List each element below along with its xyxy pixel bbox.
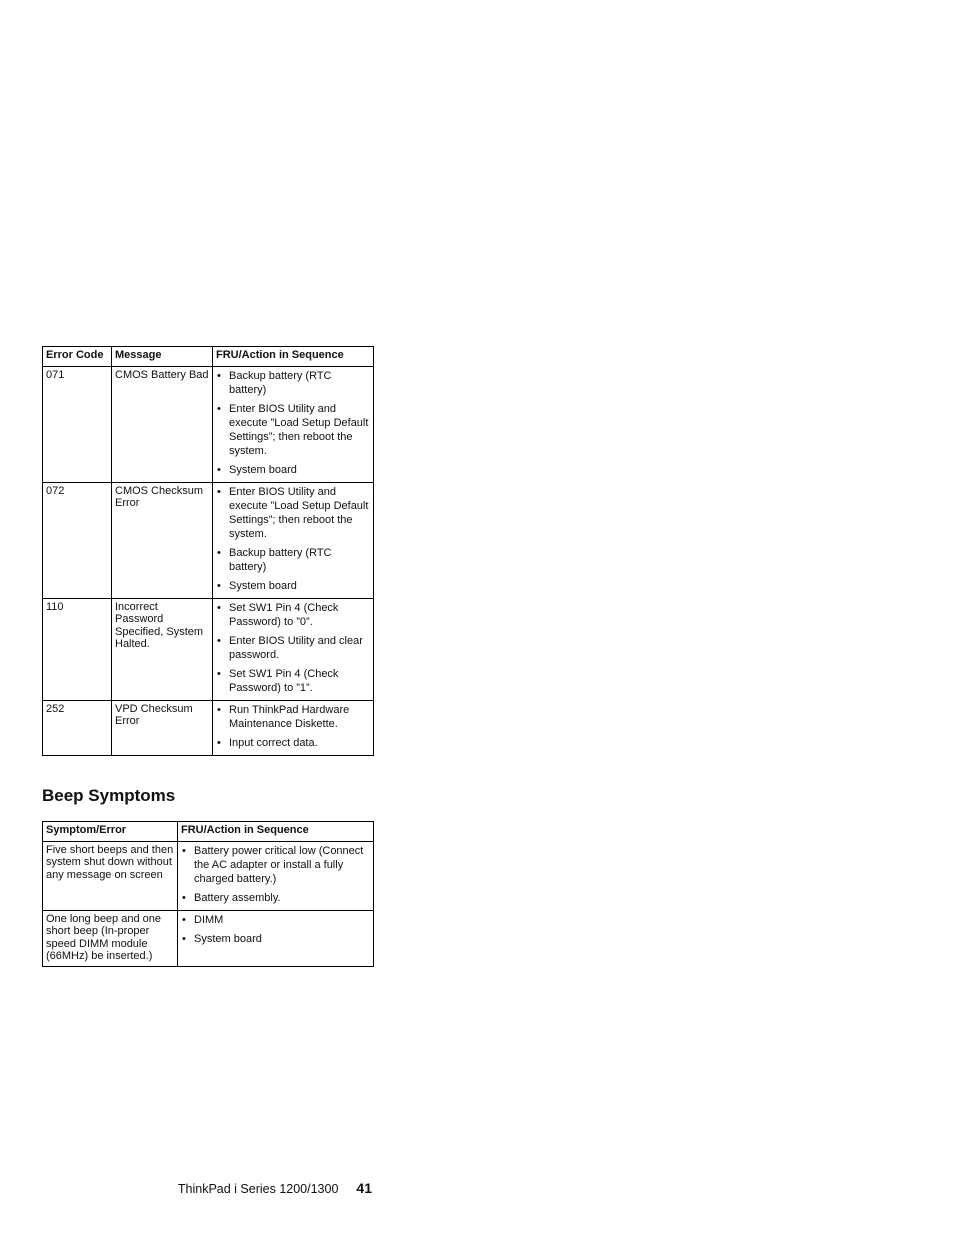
- bullet-icon: •: [217, 579, 221, 592]
- table-row: [43, 700, 374, 755]
- fru-action-cell: [213, 482, 374, 598]
- symptom-cell: Five short beeps and then system shut down without any message on screen: [43, 841, 178, 910]
- action-list: [216, 601, 370, 695]
- bullet-icon: •: [217, 546, 221, 559]
- error-code-cell: 071: [43, 366, 112, 482]
- action-item: [181, 913, 370, 927]
- action-text: Battery power critical low (Connect the AC adapter or install a fully charged battery.): [194, 844, 364, 885]
- action-text: Set SW1 Pin 4 (Check Password) to ”0”.: [229, 601, 339, 628]
- action-item: [216, 579, 370, 593]
- action-list: [181, 844, 370, 905]
- action-item: [216, 485, 370, 541]
- table-row: [43, 482, 374, 598]
- action-list: [181, 913, 370, 946]
- action-item: [216, 369, 370, 397]
- action-list: [216, 485, 370, 593]
- bullet-icon: •: [217, 369, 221, 382]
- action-item: [216, 736, 370, 750]
- action-text: Enter BIOS Utility and execute ”Load Setup Default Settings”; then reboot the system.: [229, 402, 369, 457]
- bullet-icon: •: [217, 463, 221, 476]
- action-item: [181, 844, 370, 886]
- bullet-icon: •: [217, 601, 221, 614]
- error-code-cell: 252: [43, 700, 112, 755]
- table-row: [43, 598, 374, 700]
- table-row: [43, 366, 374, 482]
- fru-action-cell: [213, 700, 374, 755]
- action-text: Enter BIOS Utility and clear password.: [229, 634, 363, 661]
- message-cell: CMOS Battery Bad: [112, 366, 213, 482]
- action-item: [181, 932, 370, 946]
- action-item: [216, 402, 370, 458]
- bullet-icon: •: [182, 932, 186, 945]
- bullet-icon: •: [182, 844, 186, 857]
- page-number: 41: [356, 1180, 372, 1196]
- action-text: Enter BIOS Utility and execute ”Load Setup Default Settings”; then reboot the system.: [229, 485, 369, 540]
- error-code-cell: 072: [43, 482, 112, 598]
- bullet-icon: •: [182, 913, 186, 926]
- error-code-table: [42, 346, 374, 756]
- action-item: [216, 634, 370, 662]
- footer-title: ThinkPad i Series 1200/1300: [177, 1182, 339, 1196]
- fru-action-cell: [213, 366, 374, 482]
- table-header-row: [43, 347, 374, 367]
- table-header-row: [43, 822, 374, 842]
- fru-action-cell: [213, 598, 374, 700]
- message-cell: VPD Checksum Error: [112, 700, 213, 755]
- action-text: System board: [229, 579, 297, 592]
- action-list: [216, 703, 370, 750]
- beep-symptoms-table: [42, 821, 374, 967]
- fru-action-cell: [178, 841, 374, 910]
- action-item: [216, 601, 370, 629]
- table-row: [43, 841, 374, 910]
- column-header-symptom-error: Symptom/Error: [43, 822, 178, 842]
- bullet-icon: •: [217, 703, 221, 716]
- fru-action-cell: [178, 910, 374, 966]
- column-header-error-code: Error Code: [43, 347, 112, 367]
- column-header-fru-action: FRU/Action in Sequence: [178, 822, 374, 842]
- action-item: [216, 667, 370, 695]
- table-row: [43, 910, 374, 966]
- message-cell: Incorrect Password Specified, System Halted.: [112, 598, 213, 700]
- action-text: Run ThinkPad Hardware Maintenance Diskette.: [229, 703, 350, 730]
- bullet-icon: •: [217, 667, 221, 680]
- action-list: [216, 369, 370, 477]
- bullet-icon: •: [217, 485, 221, 498]
- action-text: Input correct data.: [229, 736, 318, 749]
- action-text: Backup battery (RTC battery): [229, 369, 332, 396]
- action-text: System board: [194, 932, 262, 945]
- error-code-cell: 110: [43, 598, 112, 700]
- bullet-icon: •: [217, 736, 221, 749]
- symptom-cell: One long beep and one short beep (In-proper speed DIMM module (66MHz) be inserted.): [43, 910, 178, 966]
- column-header-fru-action: FRU/Action in Sequence: [213, 347, 374, 367]
- bullet-icon: •: [217, 634, 221, 647]
- action-text: Backup battery (RTC battery): [229, 546, 332, 573]
- bullet-icon: •: [217, 402, 221, 415]
- action-item: [181, 891, 370, 905]
- bullet-icon: •: [182, 891, 186, 904]
- message-cell: CMOS Checksum Error: [112, 482, 213, 598]
- column-header-message: Message: [112, 347, 213, 367]
- action-text: Battery assembly.: [194, 891, 281, 904]
- section-heading-beep-symptoms: Beep Symptoms: [42, 786, 176, 805]
- action-text: Set SW1 Pin 4 (Check Password) to ”1”.: [229, 667, 339, 694]
- action-item: [216, 463, 370, 477]
- action-text: System board: [229, 463, 297, 476]
- action-text: DIMM: [194, 913, 224, 926]
- action-item: [216, 546, 370, 574]
- action-item: [216, 703, 370, 731]
- page-footer: [178, 1180, 372, 1196]
